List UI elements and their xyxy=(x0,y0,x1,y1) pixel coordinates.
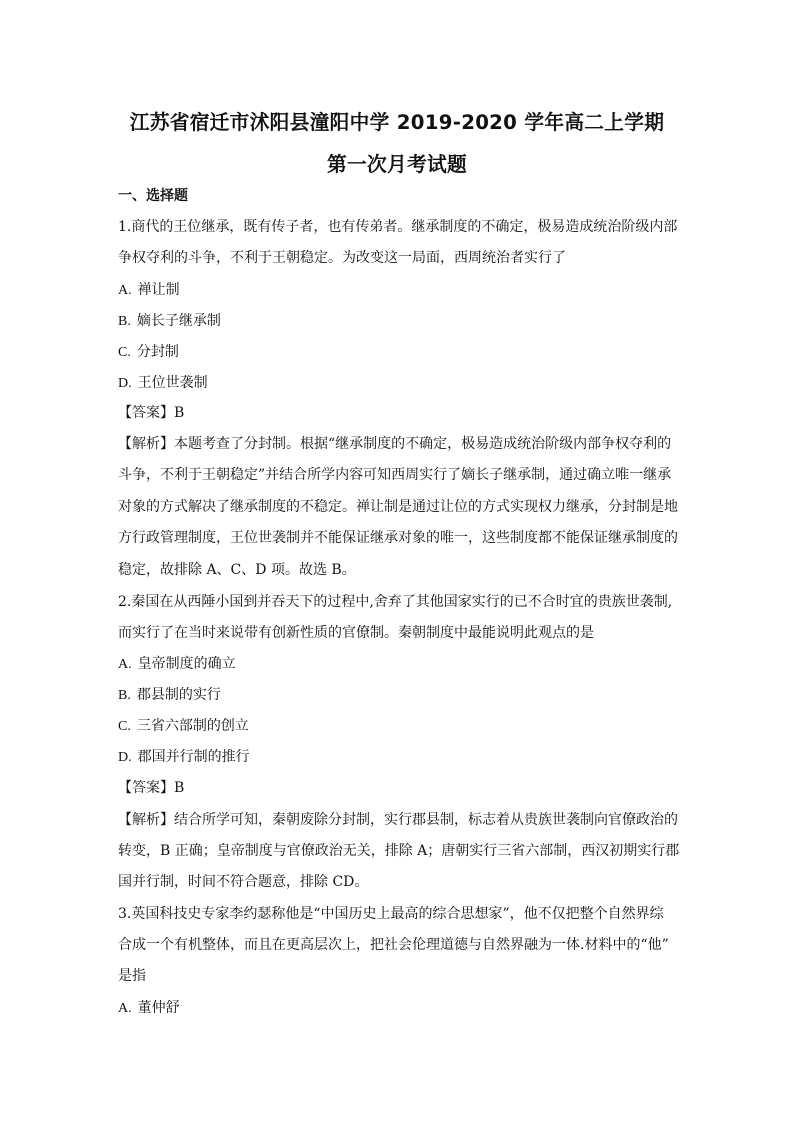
question-2-analysis-line-3: 国并行制，时间不符合题意，排除 CD。 xyxy=(118,874,369,890)
answer-tag: 【答案】 xyxy=(118,405,174,421)
option-text: 董仲舒 xyxy=(137,1000,180,1016)
option-letter: D. xyxy=(118,376,132,391)
option-text: 三省六部制的创立 xyxy=(136,718,249,734)
question-1-option-d xyxy=(118,373,208,394)
question-1-option-b xyxy=(118,311,221,332)
question-1-analysis-line-1 xyxy=(118,434,671,454)
analysis-tag: 【解析】 xyxy=(118,436,174,452)
question-2-answer xyxy=(118,778,184,798)
question-1-stem-line-2: 争权夺利的斗争，不利于王朝稳定。为改变这一局面，西周统治者实行了 xyxy=(118,250,566,266)
question-2-option-b xyxy=(118,685,221,706)
question-2-option-a xyxy=(118,654,236,675)
option-letter: A. xyxy=(118,283,132,298)
answer-value: B xyxy=(174,405,185,421)
question-1-analysis-line-5: 稳定，故排除 A、C、D 项。故选 B。 xyxy=(118,562,356,578)
option-letter: D. xyxy=(118,750,132,765)
question-1-answer xyxy=(118,403,184,423)
option-text: 皇帝制度的确立 xyxy=(137,656,236,672)
question-2-option-c xyxy=(118,716,249,737)
analysis-text: 本题考查了分封制。根据“继承制度的不确定，极易造成统治阶级内部争权夺利的 xyxy=(174,436,672,452)
option-text: 郡县制的实行 xyxy=(136,687,221,703)
analysis-text: 结合所学可知，秦朝废除分封制，实行郡县制，标志着从贵族世袭制向官僚政治的 xyxy=(174,812,678,828)
option-letter: C. xyxy=(118,719,131,734)
question-2-analysis-line-2: 转变，B 正确；皇帝制度与官僚政治无关，排除 A；唐朝实行三省六部制，西汉初期实行郡 xyxy=(118,843,680,859)
question-3-option-a xyxy=(118,998,180,1019)
option-letter: C. xyxy=(118,345,131,360)
question-1-option-a xyxy=(118,280,180,301)
document-title-line-2: 第一次月考试题 xyxy=(327,153,467,176)
option-text: 分封制 xyxy=(136,344,179,360)
question-1-option-c xyxy=(118,342,179,363)
question-1-analysis-line-3: 对象的方式解决了继承制度的不稳定。禅让制是通过让位的方式实现权力继承，分封制是地 xyxy=(118,499,678,515)
option-text: 郡国并行制的推行 xyxy=(137,749,250,765)
question-2-stem-line-1: 2.秦国在从西陲小国到并吞天下的过程中,舍弃了其他国家实行的已不合时宜的贵族世袭制, xyxy=(118,594,673,610)
option-text: 王位世袭制 xyxy=(137,375,208,391)
option-letter: B. xyxy=(118,314,131,329)
answer-tag: 【答案】 xyxy=(118,780,174,796)
answer-value: B xyxy=(174,780,185,796)
option-text: 嫡长子继承制 xyxy=(136,313,221,329)
question-2-analysis-line-1 xyxy=(118,810,678,830)
option-letter: A. xyxy=(118,657,132,672)
question-3-stem-line-1: 3.英国科技史专家李约瑟称他是“中国历史上最高的综合思想家”，他不仅把整个自然界综 xyxy=(118,906,664,922)
option-letter: B. xyxy=(118,688,131,703)
question-1-stem-line-1: 1.商代的王位继承，既有传子者，也有传弟者。继承制度的不确定，极易造成统治阶级内部 xyxy=(118,219,678,235)
document-title-line-1: 江苏省宿迁市沭阳县潼阳中学 2019-2020 学年高二上学期 xyxy=(129,111,665,134)
section-heading: 一、选择题 xyxy=(118,188,188,204)
question-1-analysis-line-2: 斗争，不利于王朝稳定”并结合所学内容可知西周实行了嫡长子继承制，通过确立唯一继承 xyxy=(118,467,672,483)
option-text: 禅让制 xyxy=(137,282,180,298)
question-2-option-d xyxy=(118,747,250,768)
question-3-stem-line-2: 合成一个有机整体，而且在更高层次上，把社会伦理道德与自然界融为一体.材料中的“他” xyxy=(118,937,669,953)
question-3-stem-line-3: 是指 xyxy=(118,968,146,984)
analysis-tag: 【解析】 xyxy=(118,812,174,828)
option-letter: A. xyxy=(118,1001,132,1016)
question-2-stem-line-2: 而实行了在当时来说带有创新性质的官僚制。秦朝制度中最能说明此观点的是 xyxy=(118,625,594,641)
question-1-analysis-line-4: 方行政管理制度，王位世袭制并不能保证继承对象的唯一，这些制度都不能保证继承制度的 xyxy=(118,530,678,546)
